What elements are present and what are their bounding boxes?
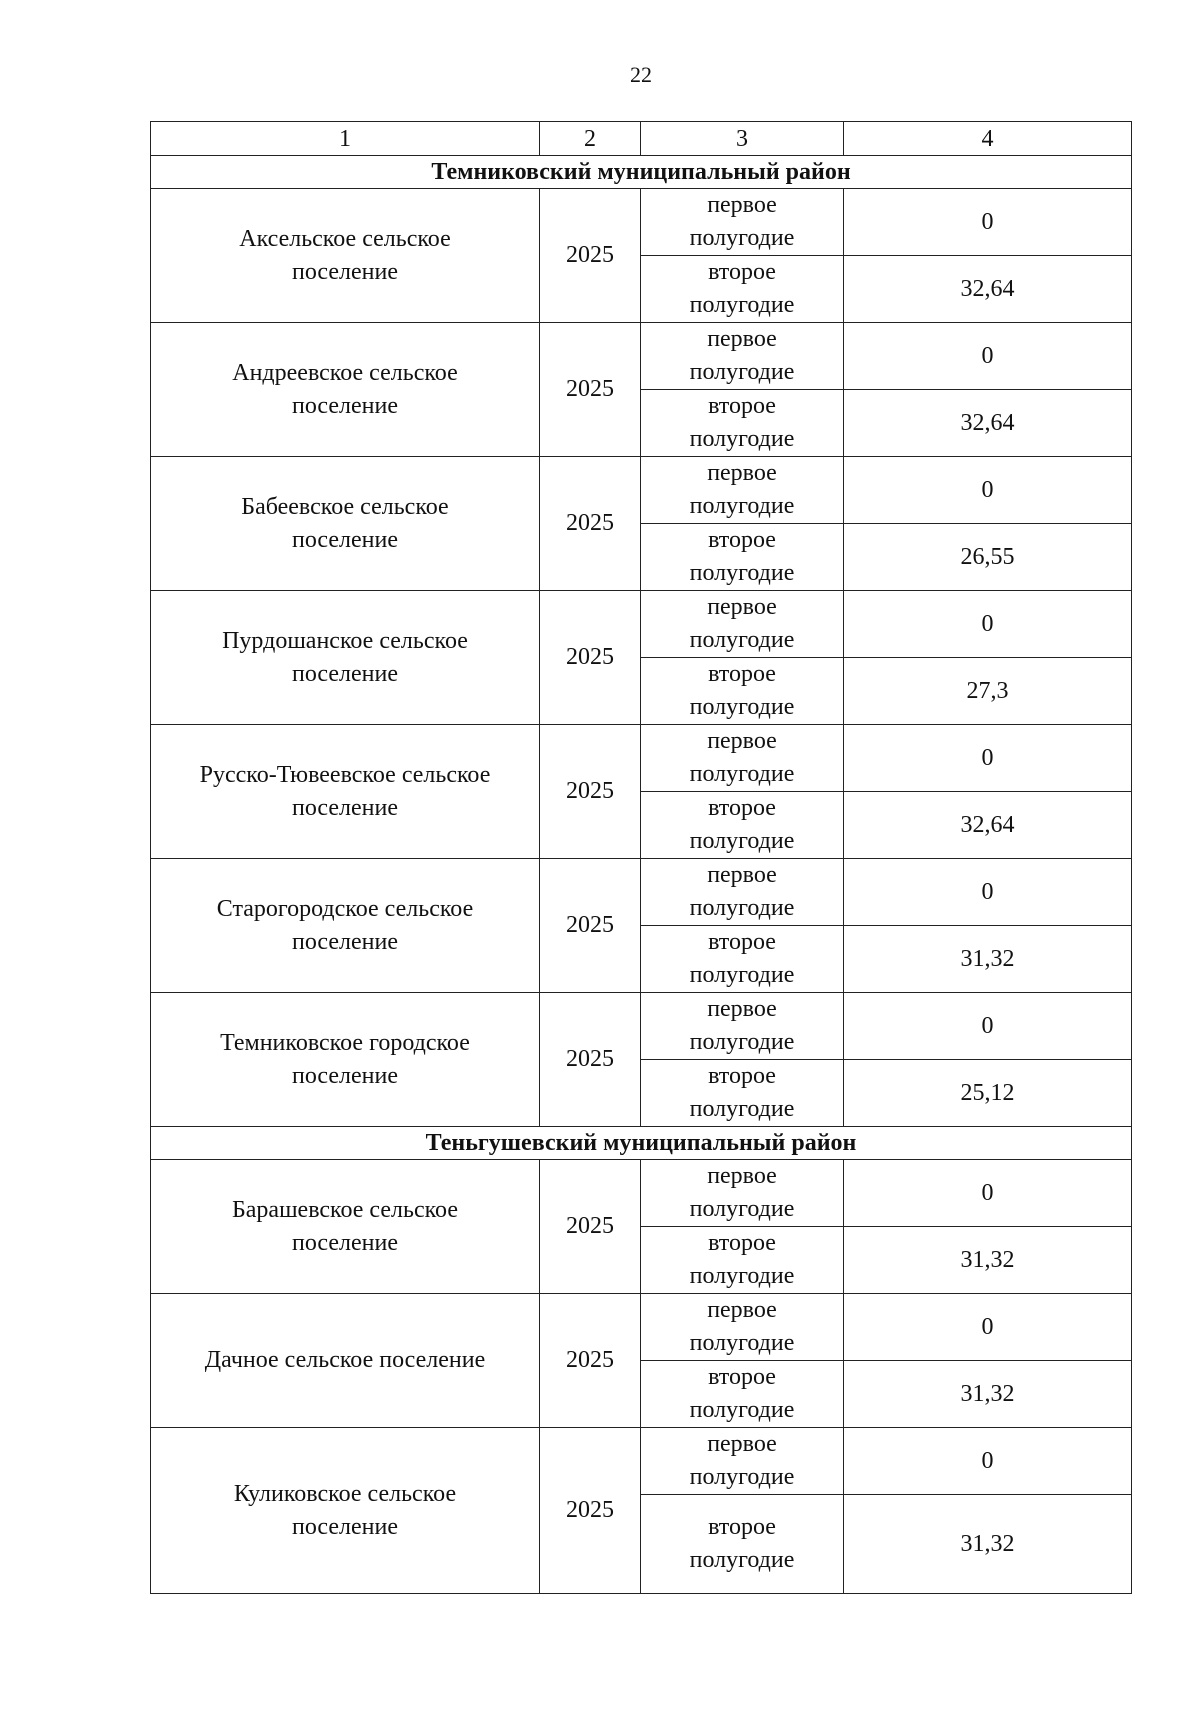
period-label-line-1: второе	[708, 1230, 776, 1256]
period-label-line-2: полугодие	[689, 359, 795, 385]
year-cell: 2025	[540, 1160, 641, 1294]
table-row	[151, 591, 1132, 658]
value-second-half: 31,32	[844, 1495, 1132, 1594]
period-second-half	[641, 792, 844, 859]
settlement-name-cell	[151, 1294, 540, 1428]
value-second-half: 31,32	[844, 1361, 1132, 1428]
period-label-line-1: первое	[707, 1163, 777, 1189]
period-label-line-1: второе	[708, 259, 776, 285]
period-label-line-2: полугодие	[689, 694, 795, 720]
settlement-name-cell	[151, 457, 540, 591]
settlement-name-line-1: Темниковское городское	[220, 1029, 470, 1056]
period-label-line-1: второе	[708, 1514, 776, 1540]
year-cell: 2025	[540, 323, 641, 457]
period-label-line-1: второе	[708, 795, 776, 821]
period-label-line-2: полугодие	[689, 962, 795, 988]
period-label-line-1: второе	[708, 393, 776, 419]
period-label-line-1: второе	[708, 527, 776, 553]
period-label-line-1: первое	[707, 326, 777, 352]
period-first-half	[641, 859, 844, 926]
table-row	[151, 1428, 1132, 1495]
period-first-half	[641, 591, 844, 658]
settlement-name-line-2: поселение	[291, 1513, 398, 1540]
settlement-name-cell	[151, 1160, 540, 1294]
year-cell: 2025	[540, 725, 641, 859]
period-second-half	[641, 524, 844, 591]
period-label-line-2: полугодие	[689, 895, 795, 921]
year-cell: 2025	[540, 591, 641, 725]
value-second-half: 31,32	[844, 1227, 1132, 1294]
table-row	[151, 457, 1132, 524]
period-first-half	[641, 993, 844, 1060]
column-number-1: 1	[151, 122, 540, 156]
period-first-half	[641, 1160, 844, 1227]
period-label-line-2: полугодие	[689, 1547, 795, 1573]
period-label-line-1: первое	[707, 728, 777, 754]
table-row	[151, 859, 1132, 926]
period-label-line-2: полугодие	[689, 1330, 795, 1356]
period-second-half	[641, 1060, 844, 1127]
value-first-half: 0	[844, 993, 1132, 1060]
period-second-half	[641, 926, 844, 993]
value-first-half: 0	[844, 859, 1132, 926]
period-label-line-2: полугодие	[689, 225, 795, 251]
year-cell: 2025	[540, 859, 641, 993]
district-header-row	[151, 156, 1132, 189]
period-label-line-2: полугодие	[689, 1029, 795, 1055]
value-first-half: 0	[844, 1160, 1132, 1227]
year-cell: 2025	[540, 1294, 641, 1428]
settlement-name-line-1: Аксельское сельское	[239, 225, 451, 252]
value-second-half: 32,64	[844, 256, 1132, 323]
table-row	[151, 993, 1132, 1060]
settlement-name-cell	[151, 189, 540, 323]
settlement-name-cell	[151, 1428, 540, 1594]
settlement-name-line-1: Старогородское сельское	[216, 895, 474, 922]
value-second-half: 25,12	[844, 1060, 1132, 1127]
period-label-line-1: первое	[707, 594, 777, 620]
period-label-line-1: второе	[708, 1063, 776, 1089]
settlement-name-line-2: поселение	[291, 258, 398, 285]
period-label-line-1: второе	[708, 1364, 776, 1390]
value-second-half: 26,55	[844, 524, 1132, 591]
year-cell: 2025	[540, 1428, 641, 1594]
value-first-half: 0	[844, 725, 1132, 792]
period-label-line-2: полугодие	[689, 761, 795, 787]
year-cell: 2025	[540, 993, 641, 1127]
settlement-name-line-2: поселение	[291, 660, 398, 687]
period-label-line-1: первое	[707, 996, 777, 1022]
period-label-line-2: полугодие	[689, 1263, 795, 1289]
value-first-half: 0	[844, 1294, 1132, 1361]
settlement-name-line-2: поселение	[291, 392, 398, 419]
settlement-name-line-1: Бабеевское сельское	[241, 493, 449, 520]
period-second-half	[641, 390, 844, 457]
period-label-line-2: полугодие	[689, 426, 795, 452]
value-second-half: 32,64	[844, 390, 1132, 457]
district-title: Темниковский муниципальный район	[151, 156, 1132, 189]
table-row	[151, 1294, 1132, 1361]
period-second-half	[641, 1361, 844, 1428]
period-label-line-2: полугодие	[689, 1397, 795, 1423]
column-number-4: 4	[844, 122, 1132, 156]
value-first-half: 0	[844, 1428, 1132, 1495]
period-label-line-2: полугодие	[689, 1464, 795, 1490]
settlement-name-line-2: поселение	[291, 1229, 398, 1256]
page-number: 22	[630, 62, 652, 87]
period-label-line-2: полугодие	[689, 493, 795, 519]
settlement-name-line-2: поселение	[291, 928, 398, 955]
value-first-half: 0	[844, 457, 1132, 524]
period-label-line-1: первое	[707, 460, 777, 486]
year-cell: 2025	[540, 457, 641, 591]
settlement-name-line-1: Барашевское сельское	[231, 1196, 458, 1223]
settlement-name-line-1: Дачное сельское поселение	[204, 1347, 486, 1373]
table-row	[151, 1160, 1132, 1227]
year-cell: 2025	[540, 189, 641, 323]
period-first-half	[641, 457, 844, 524]
period-label-line-2: полугодие	[689, 828, 795, 854]
period-label-line-2: полугодие	[689, 1096, 795, 1122]
period-label-line-2: полугодие	[689, 292, 795, 318]
district-header-row	[151, 1127, 1132, 1160]
value-first-half: 0	[844, 189, 1132, 256]
table-row	[151, 725, 1132, 792]
settlement-name-cell	[151, 993, 540, 1127]
settlement-name-line-1: Куликовское сельское	[233, 1480, 457, 1507]
period-label-line-1: первое	[707, 192, 777, 218]
column-number-2: 2	[540, 122, 641, 156]
period-label-line-2: полугодие	[689, 1196, 795, 1222]
value-second-half: 32,64	[844, 792, 1132, 859]
settlement-name-cell	[151, 323, 540, 457]
column-number-3: 3	[641, 122, 844, 156]
period-label-line-1: первое	[707, 1431, 777, 1457]
column-number-row	[151, 122, 1132, 156]
settlement-name-line-1: Андреевское сельское	[232, 359, 458, 386]
value-second-half: 31,32	[844, 926, 1132, 993]
period-second-half	[641, 1227, 844, 1294]
table-row	[151, 189, 1132, 256]
period-second-half	[641, 658, 844, 725]
settlement-name-line-2: поселение	[291, 1062, 398, 1089]
period-first-half	[641, 1428, 844, 1495]
period-first-half	[641, 189, 844, 256]
period-first-half	[641, 323, 844, 390]
settlement-name-line-2: поселение	[291, 526, 398, 553]
period-label-line-1: первое	[707, 862, 777, 888]
period-label-line-1: второе	[708, 661, 776, 687]
period-first-half	[641, 725, 844, 792]
settlement-name-cell	[151, 725, 540, 859]
period-second-half	[641, 256, 844, 323]
period-first-half	[641, 1294, 844, 1361]
period-second-half	[641, 1495, 844, 1594]
settlement-name-cell	[151, 591, 540, 725]
period-label-line-2: полугодие	[689, 627, 795, 653]
settlement-name-line-1: Пурдошанское сельское	[222, 627, 468, 654]
value-second-half: 27,3	[844, 658, 1132, 725]
table-body	[151, 122, 1132, 1594]
period-label-line-2: полугодие	[689, 560, 795, 586]
value-first-half: 0	[844, 591, 1132, 658]
data-table	[150, 121, 1132, 1594]
district-title: Теньгушевский муниципальный район	[151, 1127, 1132, 1160]
period-label-line-1: первое	[707, 1297, 777, 1323]
settlement-name-line-1: Русско-Тювеевское сельское	[199, 761, 491, 788]
table-row	[151, 323, 1132, 390]
value-first-half: 0	[844, 323, 1132, 390]
settlement-name-cell	[151, 859, 540, 993]
period-label-line-1: второе	[708, 929, 776, 955]
settlement-name-line-2: поселение	[291, 794, 398, 821]
